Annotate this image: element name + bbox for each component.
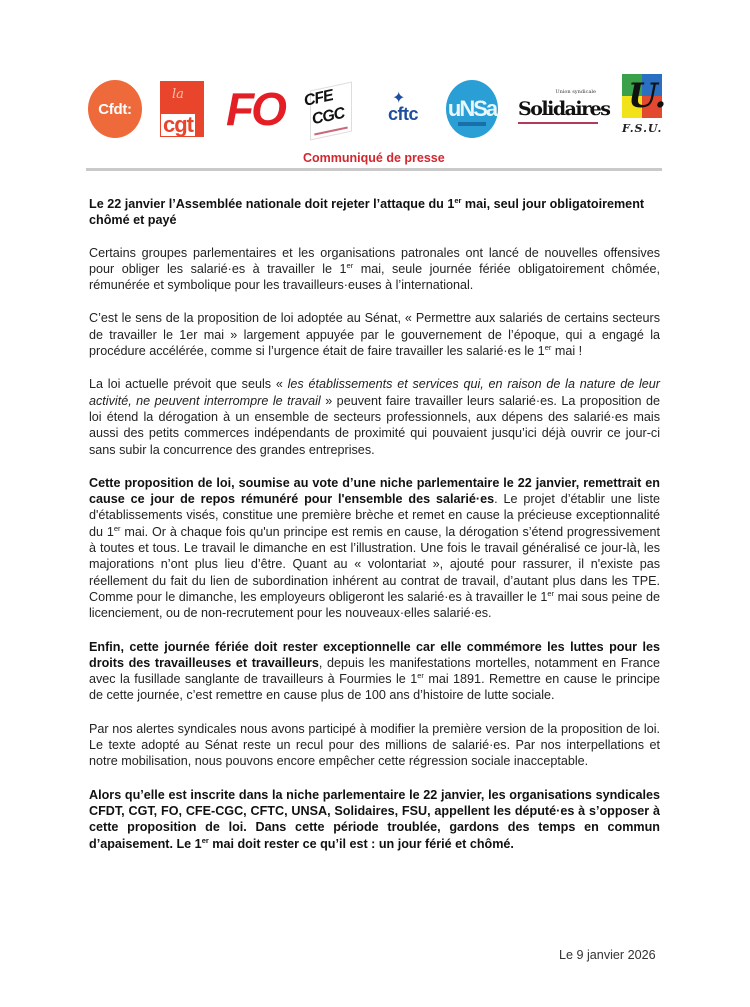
paragraph-6: Par nos alertes syndicales nous avons participé à modifier la première version de la proposition de loi. Le texte adopté au Sénat reste un recul pour des millions de salarié·es. Par nos interpellations et notre mobilisation, nous pouvons encore empêcher cette régression sociale inacceptable. [89,721,660,769]
paragraph-7-call-to-action: Alors qu’elle est inscrite dans la niche parlementaire le 22 janvier, les organisations syndicales CFDT, CGT, FO, CFE-CGC, CFTC, UNSA, Solidaires, FSU, appellent les député·es à s’opposer à cette proposition de loi. Dans cette période troublée, gardons des temps en commun d’apaisement. Le 1er mai doit rester ce qu’il est : un jour férié et chômé. [89,787,660,851]
paragraph-1: Certains groupes parlementaires et les organisations patronales ont lancé de nouvelles offensives pour obliger les salarié·es à travailler le 1er mai, seule journée fériée obligatoirement chômée, rémunérée et symbolique pour les travailleurs·euses à l’international. [89,245,660,293]
cftc-logo: ✦ cftc [388,90,419,124]
unsa-logo: uNSa [446,80,498,138]
dove-icon: ✦ [392,90,406,107]
paragraph-2: C’est le sens de la proposition de loi adoptée au Sénat, « Permettre aux salariés de certains secteurs de travailler le 1er mai » largement appuyée par le gouvernement de l’époque, qui a engagé la procédure accélérée, comme si l’urgence était de faire travailler les salarié·es le 1er mai ! [89,311,660,359]
cfdt-logo: Cfdt: [88,80,142,138]
header-divider [86,168,662,171]
article-title: Le 22 janvier l’Assemblée nationale doit rejeter l’attaque du 1er mai, seul jour obligatoirement chômé et payé [89,195,645,228]
cgt-logo: la cgt [160,81,204,137]
press-release-label: Communiqué de presse [303,151,445,165]
paragraph-4: Cette proposition de loi, soumise au vote d’une niche parlementaire le 22 janvier, remettrait en cause ce jour de repos rémunéré pour l'ensemble des salarié·es. Le projet d’établir une liste d'établissements visés, constitue une première brèche et remet en cause la précieuse exceptionnalité du 1er mai. Or à chaque fois qu'un principe est remis en cause, la dérogation s’étend progressivement à toutes et tous. Le travail le dimanche en est l’illustration. Une fois le travail généralisé ce jour-là, les majorations n’ont plus lieu d’être. Quant au « volontariat », ajouté pour rassurer, il n'existe pas réellement du fait du lien de subordination inhérent au contrat de travail, d’autant plus dans les TPE. Comme pour le dimanche, les employeurs obligeront les salarié·es à travailler le 1er mai sous peine de licenciement, ou de non-recrutement pour les nouveaux·elles salarié·es. [89,475,660,621]
union-logos-row [86,74,676,144]
solidaires-logo: Union syndicale Solidaires [518,94,602,128]
article-body [89,196,660,869]
paragraph-5: Enfin, cette journée fériée doit rester exceptionnelle car elle commémore les luttes pour les droits des travailleuses et travailleurs, depuis les manifestations mortelles, notamment en France avec la fusillade sanglante de travailleurs à Fourmies le 1er mai 1891. Remettre en cause le principe de cette journée, c’est remettre en cause plus de 100 ans d’histoire de lutte sociale. [89,639,660,703]
fo-logo: FO [226,83,284,135]
fsu-logo: U. F.S.U. [622,76,667,135]
release-date: Le 9 janvier 2026 [559,948,656,962]
paragraph-3: La loi actuelle prévoit que seuls « les établissements et services qui, en raison de la nature de leur activité, ne peuvent interrompre le travail » peuvent faire travailler leurs salarié·es. La proposition de loi étend la dérogation à un ensemble de secteurs professionnels, aux dépens des salarié·es mais aussi des petits commerces indépendants de proximité qui pouvaient jusqu’ici déjà ouvrir ce jour-ci sans subir la concurrence des grandes entreprises. [89,377,660,457]
cfe-cgc-logo: CFE CGC [302,80,354,138]
